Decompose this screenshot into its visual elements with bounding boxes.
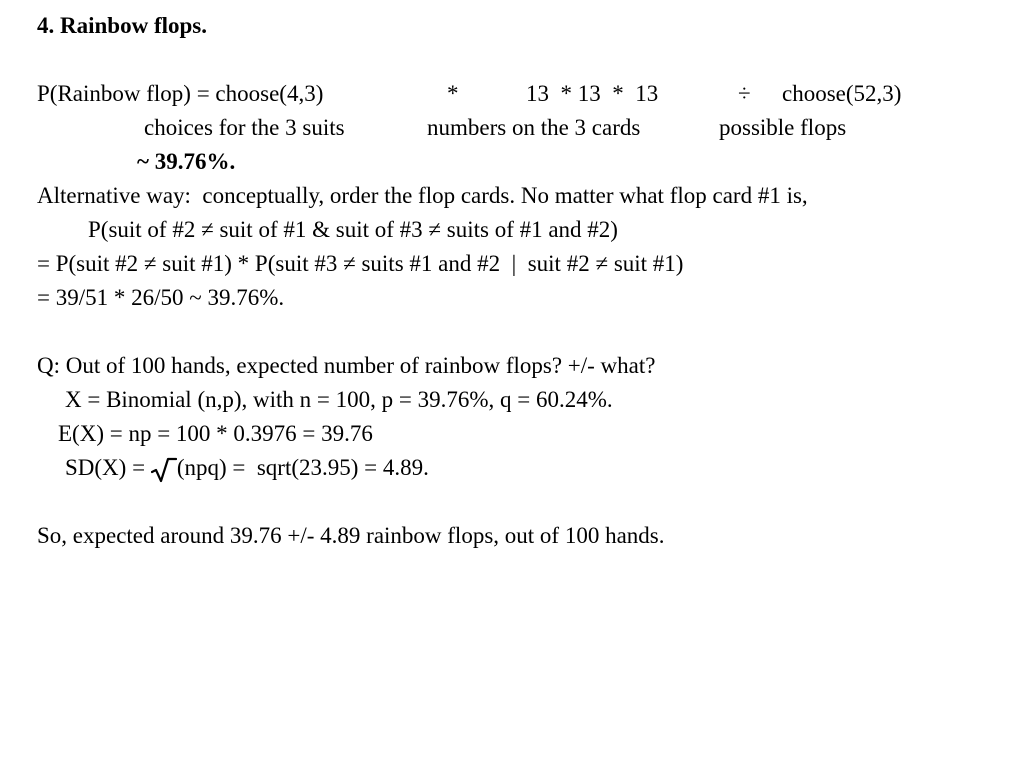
alternative-line-3: = P(suit #2 ≠ suit #1) * P(suit #3 ≠ suits #1 and #2 | suit #2 ≠ suit #1) [37,251,684,276]
label-flops: possible flops [719,115,847,140]
heading: 4. Rainbow flops. [37,13,207,38]
conclusion: So, expected around 39.76 +/- 4.89 rainbow flops, out of 100 hands. [37,523,665,548]
alternative-line-1: Alternative way: conceptually, order the flop cards. No matter what flop card #1 is, [37,183,808,208]
expectation-line: E(X) = np = 100 * 0.3976 = 39.76 [58,421,373,446]
formula-lhs: P(Rainbow flop) = choose(4,3) [37,81,324,106]
question: Q: Out of 100 hands, expected number of rainbow flops? +/- what? [37,353,656,378]
sd-prefix: SD(X) = [65,455,151,480]
formula-numbers: 13 * 13 * 13 [526,81,659,106]
formula-denominator: choose(52,3) [782,81,902,106]
alternative-line-4: = 39/51 * 26/50 ~ 39.76%. [37,285,285,310]
result: ~ 39.76%. [137,149,236,174]
label-suits: choices for the 3 suits [144,115,345,140]
alternative-line-2: P(suit of #2 ≠ suit of #1 & suit of #3 ≠ suits of #1 and #2) [88,217,618,242]
binomial-line: X = Binomial (n,p), with n = 100, p = 39.76%, q = 60.24%. [65,387,613,412]
sd-line [65,456,429,483]
square-root-icon [151,457,177,483]
label-numbers: numbers on the 3 cards [427,115,641,140]
formula-times: * [447,81,459,106]
sd-rest: (npq) = sqrt(23.95) = 4.89. [176,455,429,480]
formula-divide: ÷ [738,81,751,106]
